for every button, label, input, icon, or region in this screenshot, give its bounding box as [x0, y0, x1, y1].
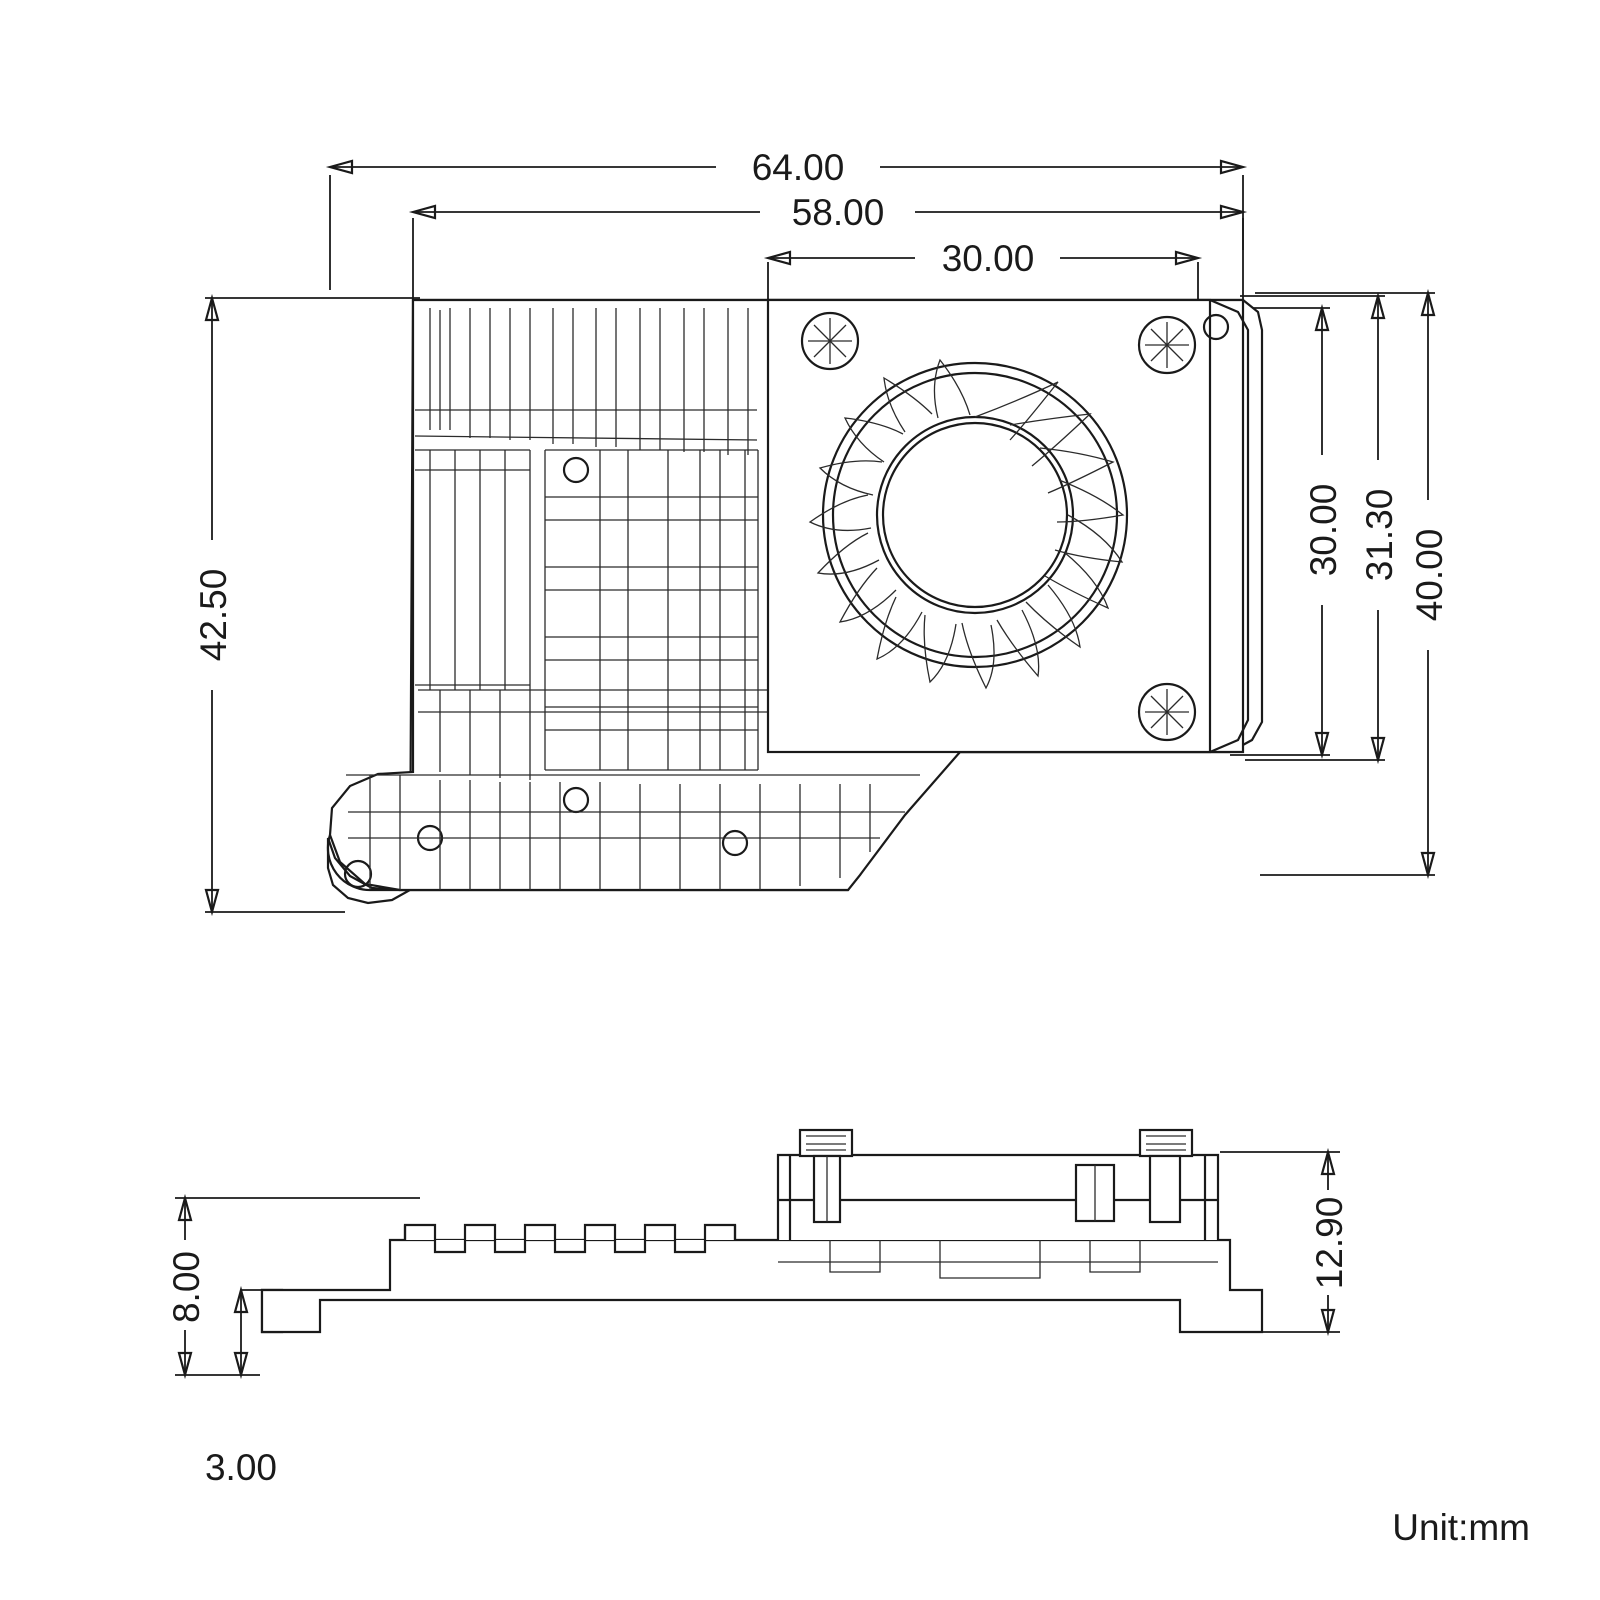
- dim-3-00-label: 3.00: [204, 1447, 278, 1488]
- dim-64-label: 64.00: [751, 147, 845, 188]
- dim-31-3: [1359, 296, 1400, 760]
- dim-30-width-label: 30.00: [941, 238, 1035, 279]
- dim-42-5: [193, 298, 234, 912]
- heatsink-side-view: [262, 1130, 1262, 1332]
- fan-screw: [1139, 684, 1195, 740]
- dim-40: [1409, 293, 1450, 875]
- fan-screw: [802, 313, 858, 369]
- dim-42-5-label: 42.50: [193, 568, 234, 662]
- dim-64: [330, 147, 1243, 188]
- fan-module-top-view: [768, 300, 1248, 752]
- fan-screw: [1139, 317, 1195, 373]
- dim-12-90-label: 12.90: [1309, 1196, 1350, 1290]
- dim-30-height: [1303, 308, 1344, 755]
- dim-30-width: [768, 238, 1198, 279]
- dim-12-90: [1309, 1152, 1350, 1332]
- dim-40-label: 40.00: [1409, 528, 1450, 622]
- dim-8-00: [166, 1198, 207, 1375]
- dim-30-height-label: 30.00: [1303, 483, 1344, 577]
- dim-31-3-label: 31.30: [1359, 488, 1400, 582]
- dim-58-label: 58.00: [791, 192, 885, 233]
- dim-58: [413, 192, 1243, 233]
- unit-note: Unit:mm: [1392, 1507, 1530, 1548]
- dim-8-00-label: 8.00: [166, 1250, 207, 1324]
